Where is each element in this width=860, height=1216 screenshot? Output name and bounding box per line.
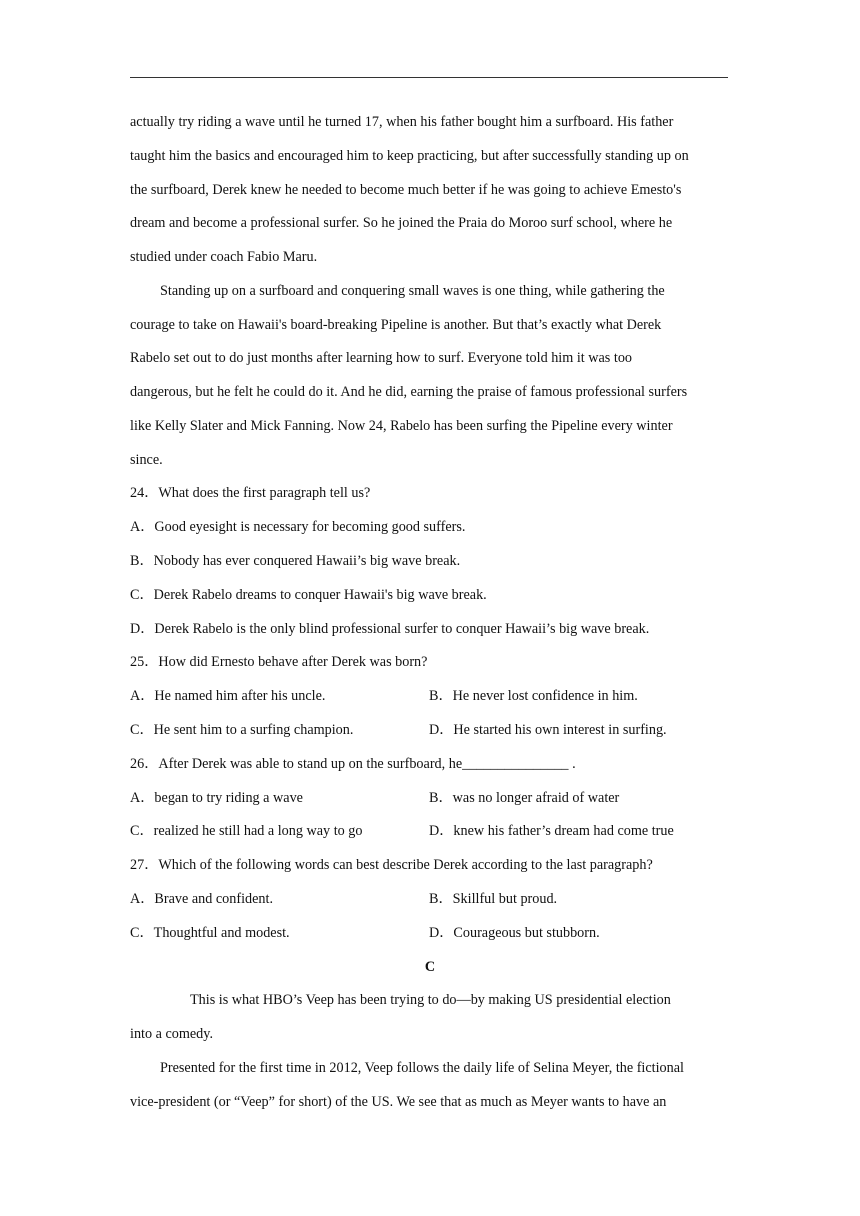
para1-line: dream and become a professional surfer. So he joined the Praia do Moroo surf school, where he [130, 215, 673, 231]
question-27-option-b: B．Skillful but proud. [429, 891, 558, 907]
question-24-stem: 24．What does the first paragraph tell us? [130, 485, 371, 501]
question-26-option-d: D．knew his father’s dream had come true [429, 823, 674, 839]
question-25-stem: 25．How did Ernesto behave after Derek was born? [130, 654, 428, 670]
question-26-option-b: B．was no longer afraid of water [429, 790, 620, 806]
para1-line: the surfboard, Derek knew he needed to become much better if he was going to achieve Emesto's [130, 182, 682, 198]
question-25-option-c: C．He sent him to a surfing champion. [130, 722, 354, 738]
para2-line: courage to take on Hawaii's board-breaking Pipeline is another. But that’s exactly what Derek [130, 317, 662, 333]
para2-line: Rabelo set out to do just months after learning how to surf. Everyone told him it was too [130, 350, 633, 366]
para1-line: studied under coach Fabio Maru. [130, 249, 318, 265]
para2-line: Standing up on a surfboard and conquering small waves is one thing, while gathering the [160, 283, 665, 299]
para2-line: since. [130, 452, 163, 468]
section-c-heading: C [424, 959, 436, 975]
question-26-option-a: A．began to try riding a wave [130, 790, 303, 806]
question-25-option-a: A．He named him after his uncle. [130, 688, 326, 704]
question-27-option-c: C．Thoughtful and modest. [130, 925, 290, 941]
question-24-option-d: D．Derek Rabelo is the only blind professional surfer to conquer Hawaii’s big wave break. [130, 621, 650, 637]
question-27-option-a: A．Brave and confident. [130, 891, 274, 907]
section-c-line: This is what HBO’s Veep has been trying to do—by making US presidential election [190, 992, 671, 1008]
section-c-line: Presented for the first time in 2012, Veep follows the daily life of Selina Meyer, the fictional [160, 1060, 684, 1076]
question-26-option-c: C．realized he still had a long way to go [130, 823, 363, 839]
question-25-option-b: B．He never lost confidence in him. [429, 688, 638, 704]
question-25-option-d: D．He started his own interest in surfing. [429, 722, 667, 738]
para1-line: actually try riding a wave until he turned 17, when his father bought him a surfboard. His father [130, 114, 674, 130]
question-24-option-c: C．Derek Rabelo dreams to conquer Hawaii's big wave break. [130, 587, 487, 603]
para2-line: like Kelly Slater and Mick Fanning. Now 24, Rabelo has been surfing the Pipeline every winter [130, 418, 673, 434]
header-rule [130, 77, 728, 78]
section-c-line: into a comedy. [130, 1026, 213, 1042]
para2-line: dangerous, but he felt he could do it. And he did, earning the praise of famous professional surfers [130, 384, 688, 400]
section-c-line: vice-president (or “Veep” for short) of the US. We see that as much as Meyer wants to have an [130, 1094, 667, 1110]
question-24-option-b: B．Nobody has ever conquered Hawaii’s big wave break. [130, 553, 461, 569]
question-26-stem: 26．After Derek was able to stand up on the surfboard, he_______________ . [130, 756, 576, 772]
question-27-option-d: D．Courageous but stubborn. [429, 925, 600, 941]
question-24-option-a: A．Good eyesight is necessary for becoming good suffers. [130, 519, 466, 535]
para1-line: taught him the basics and encouraged him to keep practicing, but after successfully standing up on [130, 148, 689, 164]
question-27-stem: 27．Which of the following words can best describe Derek according to the last paragraph? [130, 857, 653, 873]
